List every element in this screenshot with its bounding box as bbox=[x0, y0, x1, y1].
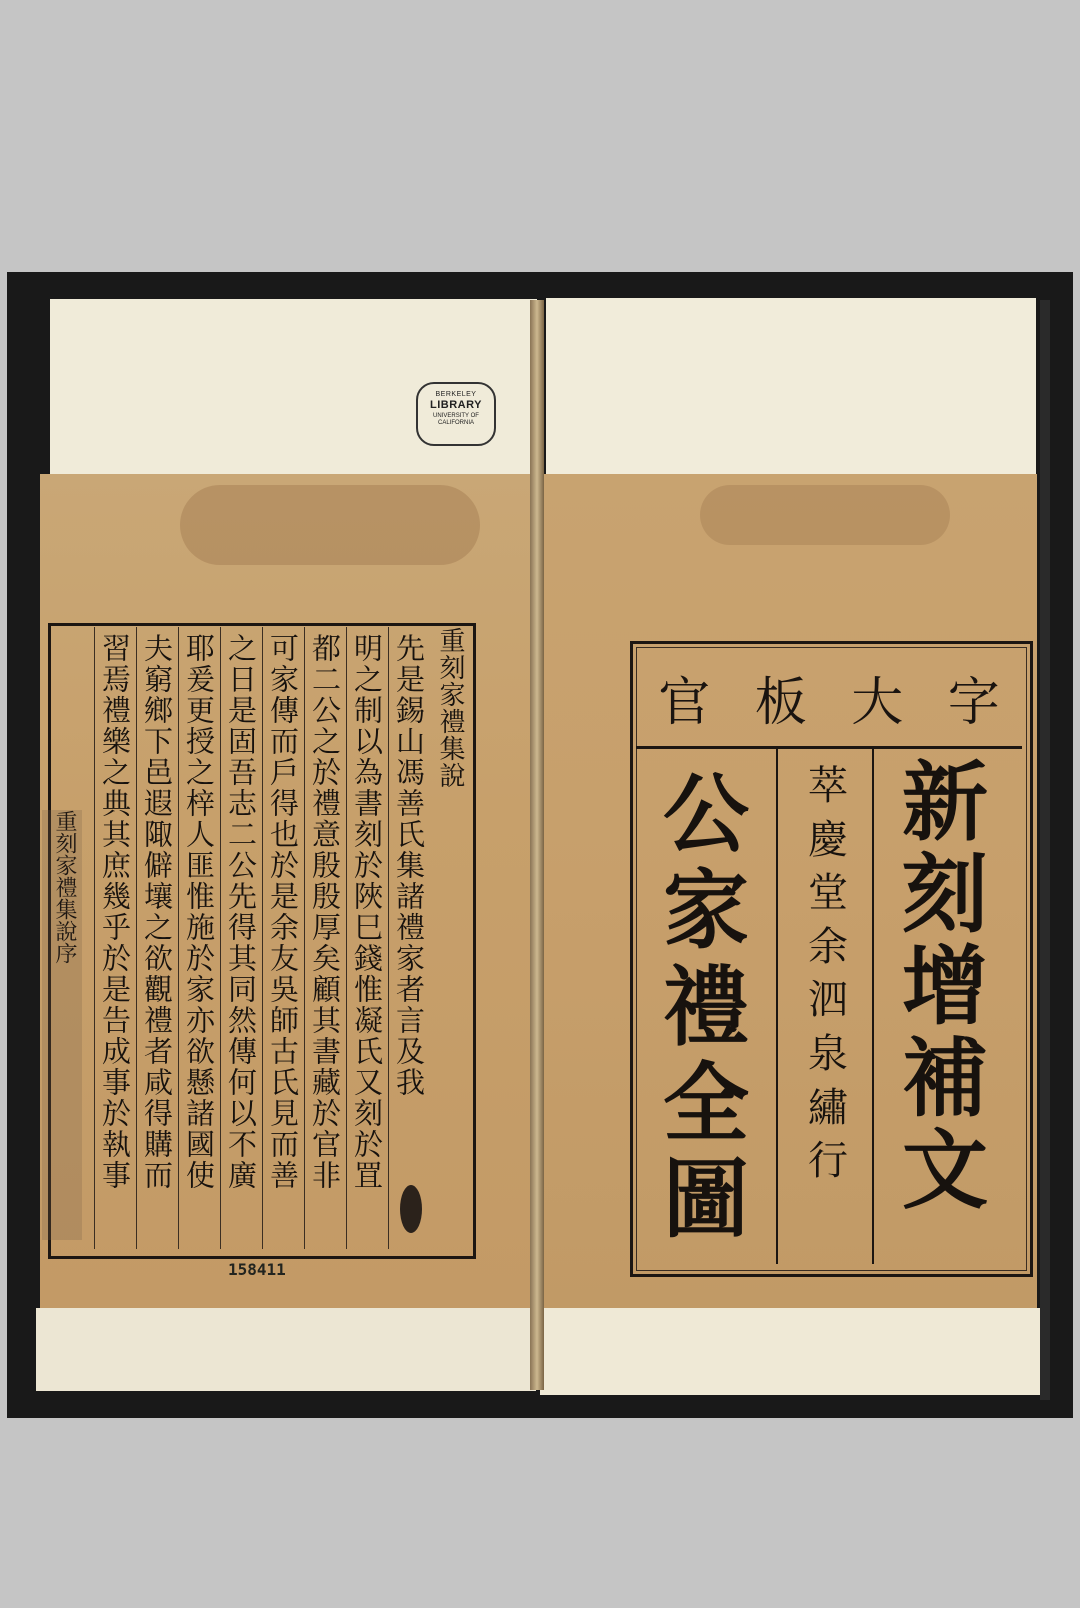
preface-header: 重刻家禮集說 bbox=[435, 627, 465, 789]
banner-char: 大 bbox=[851, 672, 904, 733]
title-char: 文 bbox=[902, 1120, 988, 1221]
title-column-b bbox=[646, 764, 766, 1251]
text-column: 之日是固吾志二公先得其同然傳何以不廣 bbox=[220, 627, 262, 1249]
ink-blot bbox=[400, 1185, 422, 1233]
book-edge bbox=[1040, 300, 1050, 1400]
preface-text bbox=[48, 627, 470, 1249]
publisher-char: 行 bbox=[808, 1138, 848, 1185]
title-char: 圖 bbox=[663, 1149, 749, 1251]
publisher-char: 萃 bbox=[808, 763, 848, 809]
publisher-char: 堂 bbox=[808, 870, 848, 917]
banner-char: 官 bbox=[658, 672, 711, 733]
stamp-line: UNIVERSITY OF bbox=[433, 413, 479, 419]
publisher-column bbox=[782, 760, 874, 1189]
text-column: 習焉禮樂之典其庶幾乎於是告成事於執事 bbox=[94, 627, 136, 1249]
title-char: 全 bbox=[663, 1052, 749, 1154]
right-flyleaf-top bbox=[546, 298, 1036, 476]
publisher-char: 繡 bbox=[808, 1084, 848, 1131]
title-char: 刻 bbox=[902, 844, 988, 945]
title-char: 公 bbox=[663, 764, 749, 865]
water-stain bbox=[180, 485, 480, 565]
text-column: 耶爰更授之梓人匪惟施於家亦欲懸諸國使 bbox=[178, 627, 220, 1249]
publisher-char: 慶 bbox=[808, 816, 848, 863]
shelf-mark: 158411 bbox=[228, 1260, 286, 1279]
text-column: 夫窮鄉下邑遐陬僻壤之欲觀禮者咸得購而 bbox=[136, 627, 178, 1249]
book-gutter bbox=[530, 300, 544, 1390]
page-margin-title: 重刻家禮集說序 bbox=[42, 810, 82, 1240]
text-column: 可家傳而戶得也於是余友吳師古氏見而善 bbox=[262, 627, 304, 1249]
publisher-char: 泉 bbox=[808, 1030, 848, 1077]
title-banner bbox=[636, 648, 1022, 749]
title-char: 新 bbox=[902, 752, 988, 853]
title-char: 補 bbox=[902, 1028, 988, 1129]
title-char: 禮 bbox=[663, 956, 749, 1058]
stamp-line: BERKELEY bbox=[435, 391, 477, 398]
banner-char: 板 bbox=[754, 672, 807, 733]
title-char: 家 bbox=[663, 860, 749, 962]
title-char: 增 bbox=[902, 936, 988, 1037]
text-column: 都二公之於禮意殷殷厚矣顧其書藏於官非 bbox=[304, 627, 346, 1249]
banner-char: 字 bbox=[947, 672, 1000, 733]
text-column: 先是錫山馮善氏集諸禮家者言及我 bbox=[388, 627, 430, 1249]
stamp-line: CALIFORNIA bbox=[437, 420, 474, 426]
text-column: 明之制以為書刻於陜巳錢惟凝氏又刻於罝 bbox=[346, 627, 388, 1249]
publisher-char: 余 bbox=[808, 923, 848, 970]
water-stain bbox=[700, 485, 950, 545]
title-column-a bbox=[885, 752, 1005, 1221]
column-divider bbox=[776, 748, 778, 1264]
left-flyleaf-bottom bbox=[36, 1308, 536, 1391]
right-flyleaf-bottom bbox=[540, 1308, 1042, 1395]
stamp-line: LIBRARY bbox=[430, 399, 482, 411]
library-stamp bbox=[416, 382, 496, 446]
publisher-char: 泗 bbox=[808, 977, 848, 1024]
